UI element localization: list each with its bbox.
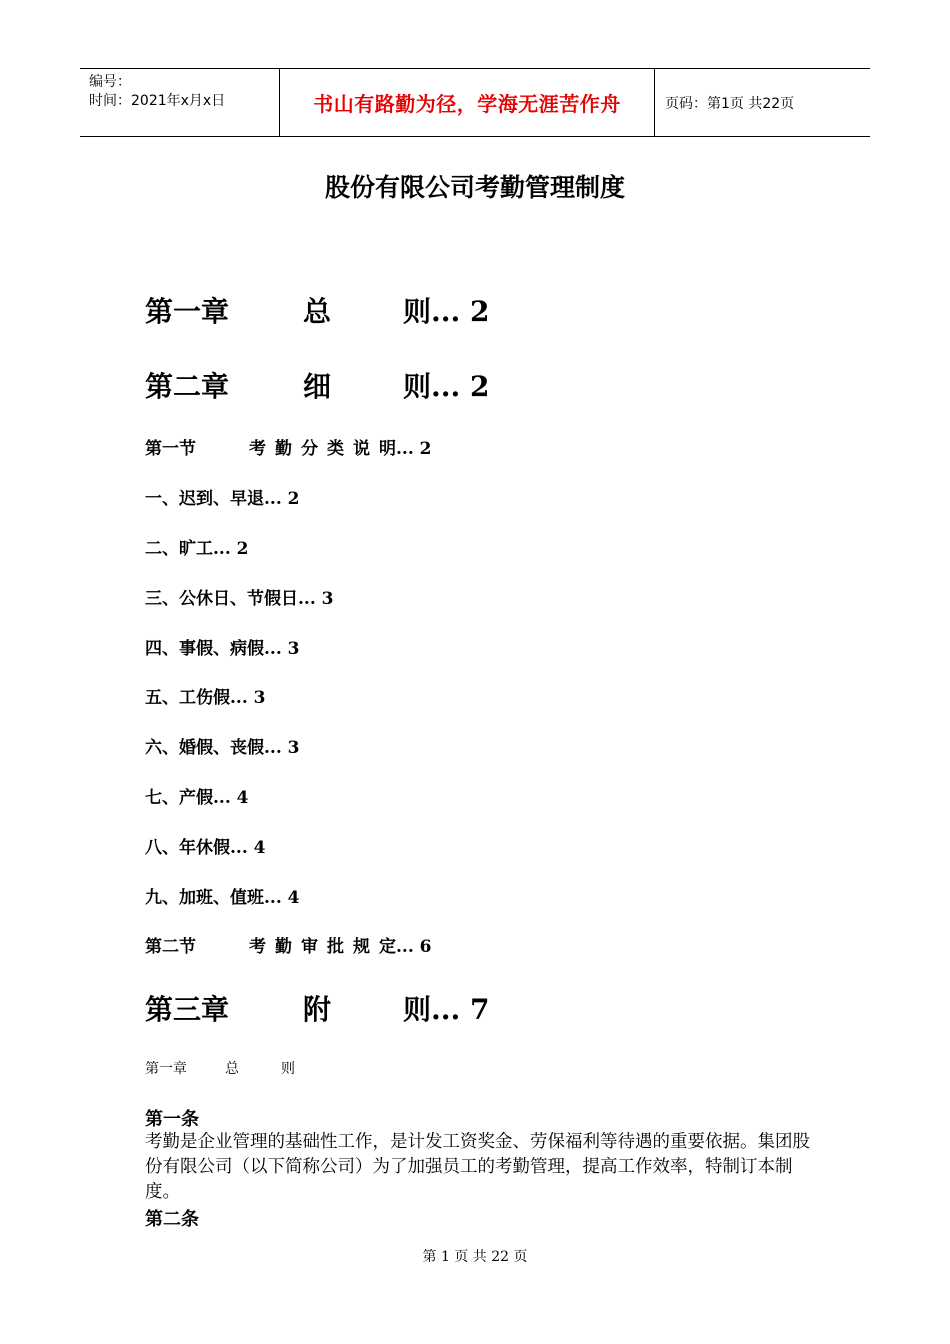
number-label: 编号：	[89, 74, 131, 90]
toc-chapter-2[interactable]: 第二章 细 则... 2	[145, 370, 490, 403]
toc-item[interactable]: 六、婚假、丧假... 3	[145, 738, 300, 758]
toc-section-2[interactable]: 第二节 考勤审批规 定... 6	[145, 937, 432, 957]
page-header	[80, 68, 870, 137]
page-footer: 第 1 页 共 22 页	[422, 1249, 528, 1265]
toc-item[interactable]: 九、加班、值班... 4	[145, 888, 300, 908]
toc-item[interactable]: 四、事假、病假... 3	[145, 639, 300, 659]
toc-item[interactable]: 八、年休假... 4	[145, 838, 266, 858]
toc-item[interactable]: 二、旷工... 2	[145, 539, 249, 559]
time-label: 时间：2021年x月x日	[89, 93, 226, 109]
toc-item[interactable]: 三、公休日、节假日... 3	[145, 589, 334, 609]
header-meta	[80, 69, 280, 136]
toc-item[interactable]: 七、产假... 4	[145, 788, 249, 808]
toc-item[interactable]: 五、工伤假... 3	[145, 688, 266, 708]
article-1-text: 考勤是企业管理的基础性工作，是计发工资奖金、劳保福利等待遇的重要依据。集团股份有限公司（以下简称公司）为了加强员工的考勤管理，提高工作效率，特制订本制度。	[145, 1132, 810, 1202]
header-motto: 书山有路勤为径，学海无涯苦作舟	[280, 69, 655, 136]
header-page-info: 页码：第1页 共22页	[665, 95, 795, 112]
chapter-heading: 第一章 总 则	[145, 1061, 295, 1077]
article-2-title: 第二条	[145, 1209, 199, 1230]
toc-item[interactable]: 一、迟到、早退... 2	[145, 489, 300, 509]
toc-chapter-1[interactable]: 第一章 总 则... 2	[145, 295, 490, 328]
toc-chapter-3[interactable]: 第三章 附 则... 7	[145, 993, 490, 1026]
toc-section-1[interactable]: 第一节 考勤分类说 明... 2	[145, 439, 432, 459]
document-title: 股份有限公司考勤管理制度	[324, 173, 625, 202]
article-1-title: 第一条	[145, 1109, 199, 1130]
